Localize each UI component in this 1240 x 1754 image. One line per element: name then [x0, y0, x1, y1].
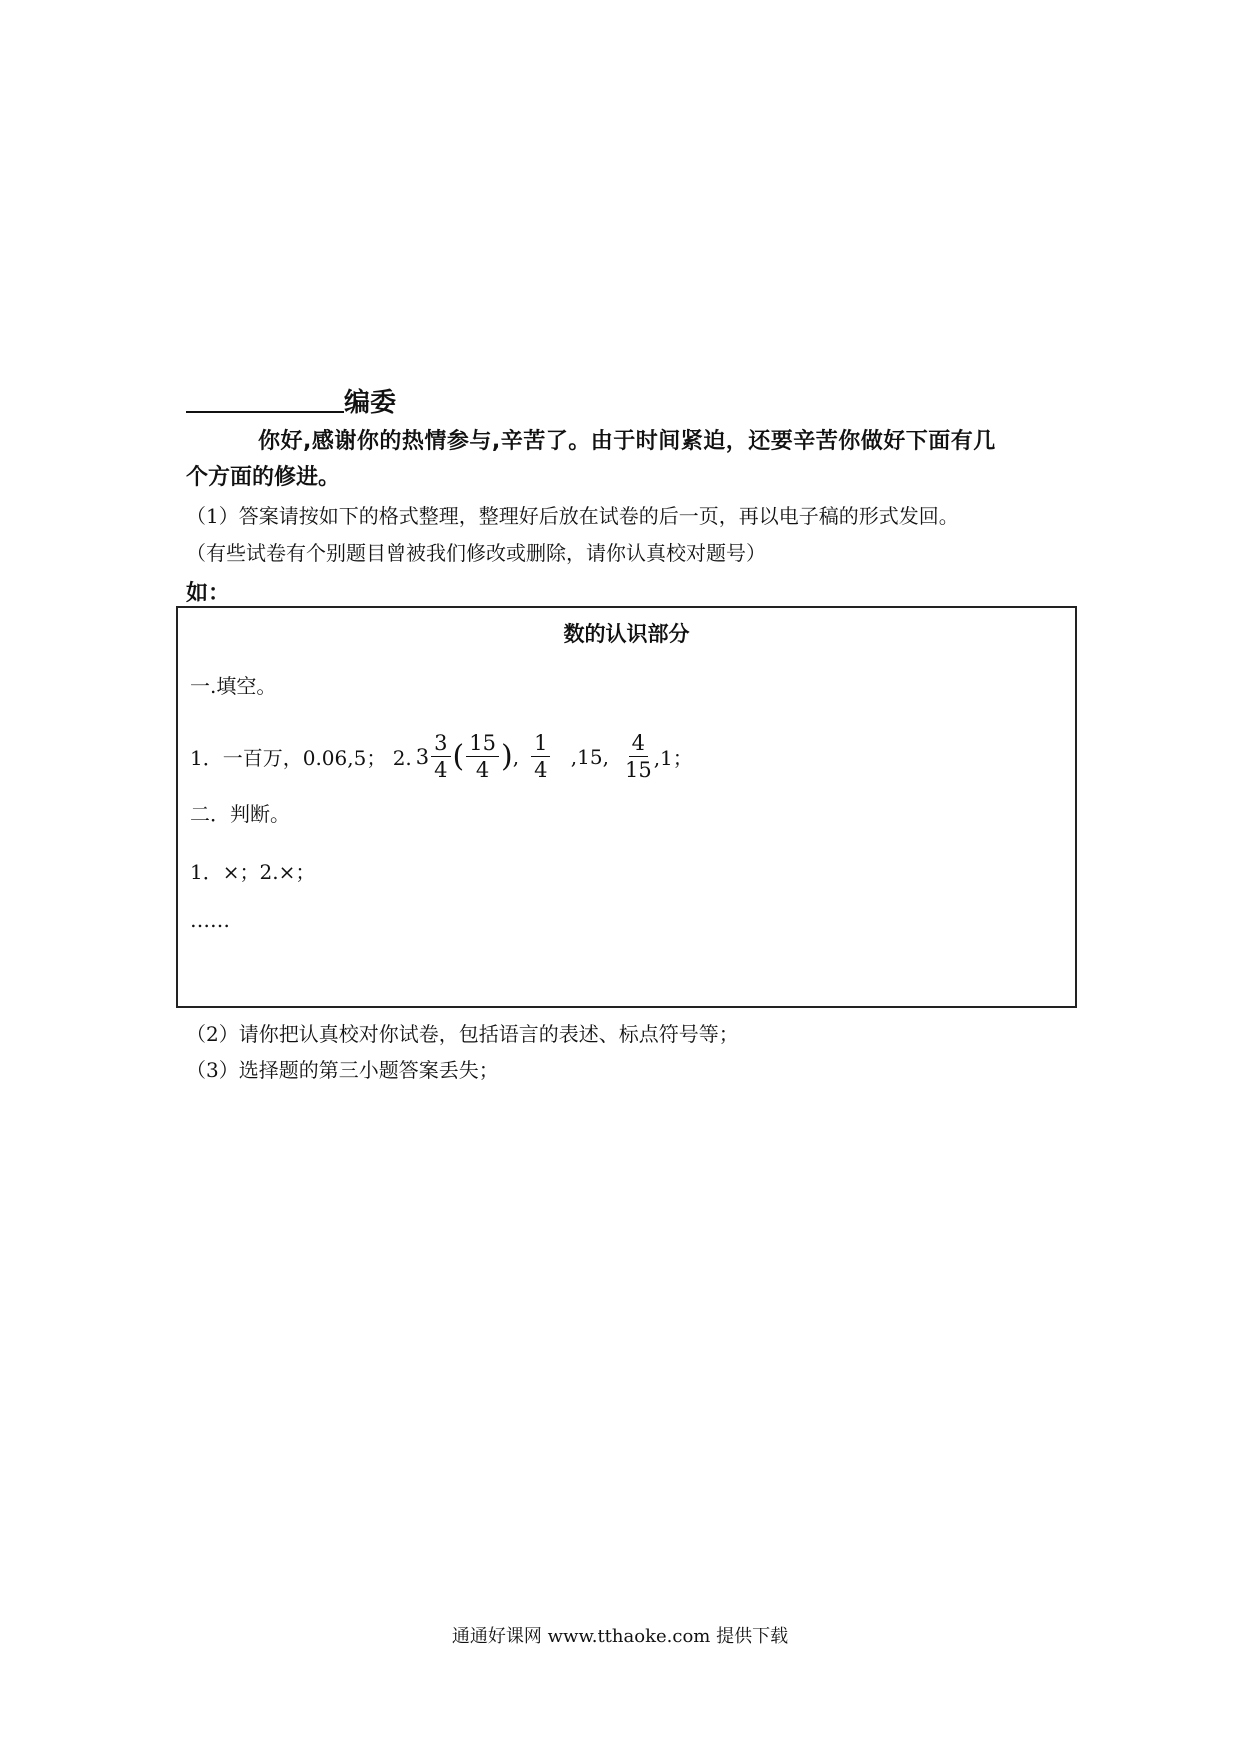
- fraction-1: [466, 730, 499, 783]
- answer-middle: ,15,: [564, 744, 609, 769]
- name-blank-line: [186, 387, 344, 413]
- footer-download-note: 通通好课网 www.tthaoke.com 提供下载: [451, 1626, 789, 1647]
- fraction-3: [625, 730, 652, 783]
- answer-prefix: 1．一百万，0.06,5； 2.: [190, 746, 412, 770]
- paren-close: ): [500, 739, 513, 774]
- separator: ,: [512, 744, 520, 769]
- fraction-denominator: 4: [534, 758, 548, 782]
- instruction-note: （有些试卷有个别题目曾被我们修改或删除，请你认真校对题号）: [186, 541, 766, 565]
- fraction-2: [531, 730, 550, 783]
- fraction-numerator: 15: [466, 730, 499, 757]
- fraction-numerator: 4: [629, 730, 648, 757]
- committee-heading: [186, 382, 396, 419]
- judgement-answer-line: 1．×；2.×；: [190, 860, 316, 884]
- greeting-line-1: 你好,感谢你的热情参与,辛苦了。由于时间紧迫，还要辛苦你做好下面有几: [258, 429, 996, 454]
- ellipsis: ……: [190, 908, 230, 932]
- example-answer-box: [176, 606, 1077, 1008]
- mixed-whole: 3: [415, 744, 430, 769]
- instruction-item-2: （2）请你把认真校对你试卷，包括语言的表述、标点符号等；: [186, 1022, 739, 1046]
- instruction-item-1: （1）答案请按如下的格式整理，整理好后放在试卷的后一页，再以电子稿的形式发回。: [186, 504, 959, 528]
- fraction-numerator: 1: [531, 730, 550, 757]
- fill-blank-answer-line: [190, 730, 693, 783]
- greeting-line-2: 个方面的修进。: [186, 465, 341, 490]
- example-box-title: 数的认识部分: [563, 622, 690, 646]
- section-fill-blank: 一.填空。: [190, 674, 277, 698]
- example-label: 如：: [186, 581, 231, 606]
- answer-end: ,1；: [653, 746, 693, 770]
- fraction-denominator: 4: [434, 758, 448, 782]
- fraction-mixed: [431, 730, 450, 783]
- fraction-denominator: 4: [475, 758, 490, 782]
- fraction-numerator: 3: [431, 730, 450, 757]
- section-judgement: 二．判断。: [190, 802, 290, 826]
- fraction-denominator: 15: [624, 758, 652, 782]
- instruction-item-3: （3）选择题的第三小题答案丢失；: [186, 1058, 499, 1082]
- paren-open: (: [452, 739, 465, 774]
- heading-suffix: 编委: [344, 388, 397, 418]
